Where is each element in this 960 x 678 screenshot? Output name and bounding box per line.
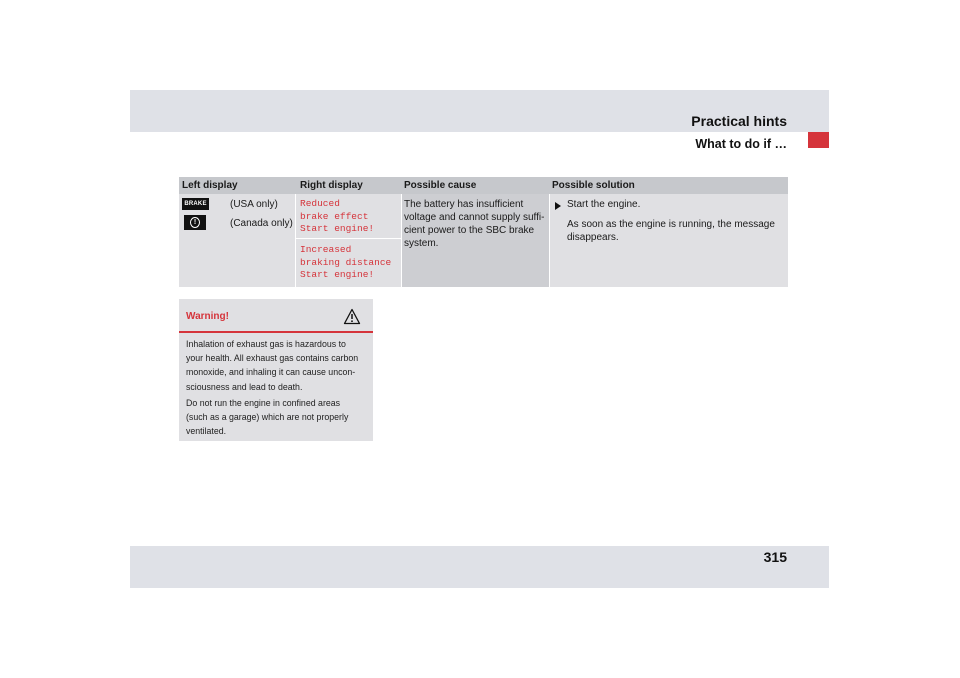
section-title: Practical hints xyxy=(691,113,787,129)
section-subtitle: What to do if … xyxy=(695,137,787,151)
table-header-row xyxy=(179,177,788,194)
bullet-arrow-icon xyxy=(555,202,561,210)
column-header-possible-solution: Possible solution xyxy=(552,180,635,191)
chapter-tab-marker xyxy=(808,132,829,148)
display-message-reduced-brake-effect: Reduced brake effect Start engine! xyxy=(300,198,375,234)
canada-only-label: (Canada only) xyxy=(230,218,293,229)
exclamation-glyph: ! xyxy=(190,217,200,228)
page-number: 315 xyxy=(763,549,787,565)
warning-paragraph-2: Do not run the engine in confined areas (such as a garage) which are not properly ventilated. xyxy=(186,398,349,437)
column-header-possible-cause: Possible cause xyxy=(404,180,477,191)
circle-exclamation-icon xyxy=(184,215,206,230)
brake-warning-icon: BRAKE xyxy=(182,198,209,210)
column-header-right-display: Right display xyxy=(300,180,363,191)
solution-note: As soon as the engine is running, the message disappears. xyxy=(567,219,775,243)
warning-box xyxy=(179,299,373,441)
possible-cause-text: The battery has insufficient voltage and cannot supply suffi- cient power to the SBC brake system. xyxy=(404,199,545,249)
warning-triangle-icon xyxy=(343,308,361,325)
usa-only-label: (USA only) xyxy=(230,199,278,210)
warning-divider xyxy=(179,331,373,333)
display-message-increased-braking-distance: Increased braking distance Start engine! xyxy=(300,244,392,280)
solution-step: Start the engine. xyxy=(567,199,641,210)
warning-paragraph-1: Inhalation of exhaust gas is hazardous to your health. All exhaust gas contains carbon monoxide, and inhaling it can cause uncon- sciousness and lead to death. xyxy=(186,339,359,392)
right-display-divider xyxy=(296,238,401,239)
footer-band xyxy=(130,546,829,588)
warning-title: Warning! xyxy=(186,311,229,322)
column-header-left-display: Left display xyxy=(182,180,238,191)
message-table xyxy=(179,177,788,287)
